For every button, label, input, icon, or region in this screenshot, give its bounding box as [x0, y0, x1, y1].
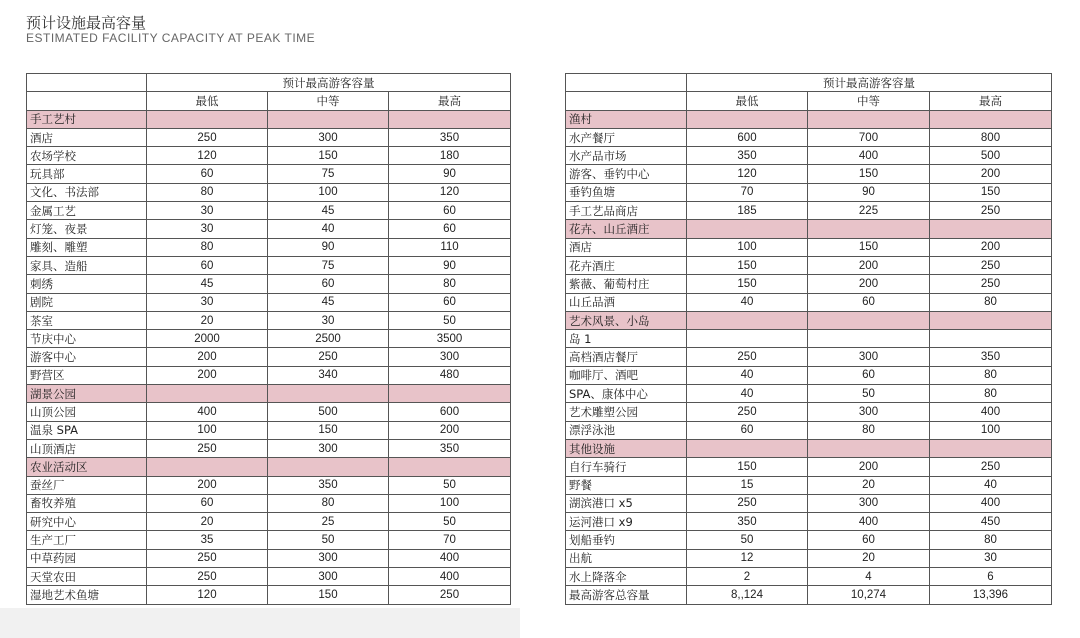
empty-cell — [147, 385, 268, 403]
facility-name: 酒店 — [566, 238, 687, 256]
capacity-value: 30 — [147, 202, 268, 220]
capacity-value: 350 — [930, 348, 1052, 366]
facility-name: 中草药园 — [27, 549, 147, 567]
facility-name: 金属工艺 — [27, 202, 147, 220]
capacity-value: 200 — [147, 348, 268, 366]
page-edge-shade — [0, 608, 520, 638]
category-label: 渔村 — [566, 110, 687, 128]
capacity-value: 200 — [147, 366, 268, 384]
table-row — [27, 311, 511, 329]
facility-name: 水上降落伞 — [566, 568, 687, 586]
table-row — [566, 128, 1052, 146]
capacity-value: 13,396 — [930, 586, 1052, 604]
capacity-value: 60 — [808, 293, 930, 311]
facility-name: 最高游客总容量 — [566, 586, 687, 604]
empty-cell — [389, 385, 511, 403]
capacity-value: 60 — [389, 202, 511, 220]
capacity-value: 300 — [808, 494, 930, 512]
capacity-value: 50 — [389, 513, 511, 531]
empty-cell — [268, 458, 389, 476]
category-label: 艺术风景、小岛 — [566, 311, 687, 329]
capacity-value: 200 — [808, 458, 930, 476]
table-row — [27, 256, 511, 274]
category-row — [566, 311, 1052, 329]
facility-name: 研究中心 — [27, 513, 147, 531]
table-row — [27, 202, 511, 220]
capacity-value: 400 — [808, 147, 930, 165]
facility-name: 山顶酒店 — [27, 439, 147, 457]
category-label: 湖景公园 — [27, 385, 147, 403]
table-row — [566, 403, 1052, 421]
column-header: 中等 — [268, 92, 389, 110]
empty-cell — [268, 385, 389, 403]
capacity-value: 30 — [147, 220, 268, 238]
table-row — [566, 165, 1052, 183]
capacity-value: 150 — [268, 147, 389, 165]
capacity-value: 15 — [687, 476, 808, 494]
capacity-value: 10,274 — [808, 586, 930, 604]
capacity-value: 80 — [930, 531, 1052, 549]
empty-cell — [147, 458, 268, 476]
capacity-value: 800 — [930, 128, 1052, 146]
facility-name: 文化、书法部 — [27, 183, 147, 201]
capacity-value: 200 — [147, 476, 268, 494]
capacity-value: 200 — [930, 238, 1052, 256]
table-row — [566, 238, 1052, 256]
capacity-value: 40 — [687, 385, 808, 403]
capacity-value: 120 — [687, 165, 808, 183]
category-label: 农业活动区 — [27, 458, 147, 476]
capacity-value: 250 — [687, 403, 808, 421]
capacity-value: 350 — [687, 147, 808, 165]
empty-cell — [687, 110, 808, 128]
capacity-value: 30 — [268, 311, 389, 329]
facility-name: 酒店 — [27, 128, 147, 146]
empty-cell — [930, 110, 1052, 128]
capacity-value — [687, 330, 808, 348]
category-row — [27, 458, 511, 476]
facility-name: 山丘品酒 — [566, 293, 687, 311]
table-row — [566, 513, 1052, 531]
capacity-value: 400 — [389, 568, 511, 586]
capacity-value: 70 — [389, 531, 511, 549]
table-row — [27, 330, 511, 348]
group-header-row — [27, 74, 511, 92]
category-label: 其他设施 — [566, 439, 687, 457]
facility-name: 垂钓鱼塘 — [566, 183, 687, 201]
group-header: 预计最高游客容量 — [147, 74, 511, 92]
capacity-value: 150 — [808, 165, 930, 183]
capacity-value: 150 — [687, 256, 808, 274]
capacity-value: 20 — [808, 549, 930, 567]
facility-name: 水产品市场 — [566, 147, 687, 165]
capacity-value: 200 — [930, 165, 1052, 183]
capacity-value: 20 — [147, 513, 268, 531]
facility-name: 咖啡厅、酒吧 — [566, 366, 687, 384]
capacity-value: 100 — [687, 238, 808, 256]
capacity-value: 250 — [930, 275, 1052, 293]
facility-name: 温泉 SPA — [27, 421, 147, 439]
capacity-value: 60 — [147, 165, 268, 183]
facility-name: 灯笼、夜景 — [27, 220, 147, 238]
capacity-value: 80 — [808, 421, 930, 439]
capacity-value: 200 — [808, 256, 930, 274]
capacity-value: 600 — [389, 403, 511, 421]
capacity-value: 150 — [687, 275, 808, 293]
table-row — [566, 348, 1052, 366]
table-row — [566, 458, 1052, 476]
facility-name: 湖滨港口 x5 — [566, 494, 687, 512]
capacity-value: 150 — [687, 458, 808, 476]
table-row — [27, 366, 511, 384]
capacity-value: 110 — [389, 238, 511, 256]
capacity-value: 120 — [147, 586, 268, 604]
empty-cell — [147, 110, 268, 128]
capacity-value: 500 — [930, 147, 1052, 165]
capacity-value: 3500 — [389, 330, 511, 348]
capacity-value: 30 — [930, 549, 1052, 567]
capacity-value: 350 — [687, 513, 808, 531]
category-row — [27, 385, 511, 403]
facility-name: 农场学校 — [27, 147, 147, 165]
table-row — [566, 366, 1052, 384]
corner-cell — [27, 92, 147, 110]
capacity-value: 90 — [268, 238, 389, 256]
capacity-value: 45 — [147, 275, 268, 293]
empty-cell — [808, 110, 930, 128]
capacity-value: 20 — [808, 476, 930, 494]
facility-name: 自行车骑行 — [566, 458, 687, 476]
capacity-value: 400 — [389, 549, 511, 567]
facility-name: 湿地艺术鱼塘 — [27, 586, 147, 604]
empty-cell — [389, 110, 511, 128]
capacity-value: 600 — [687, 128, 808, 146]
table-row — [27, 439, 511, 457]
capacity-value: 60 — [268, 275, 389, 293]
table-row — [566, 183, 1052, 201]
column-header-row — [566, 92, 1052, 110]
capacity-value: 50 — [268, 531, 389, 549]
table-row — [27, 128, 511, 146]
facility-name: 水产餐厅 — [566, 128, 687, 146]
facility-name: 茶室 — [27, 311, 147, 329]
empty-cell — [687, 220, 808, 238]
table-row — [566, 421, 1052, 439]
capacity-value — [808, 330, 930, 348]
facility-name: 高档酒店餐厅 — [566, 348, 687, 366]
capacity-value: 400 — [930, 403, 1052, 421]
table-row — [27, 531, 511, 549]
facility-name: 野营区 — [27, 366, 147, 384]
table-row — [27, 513, 511, 531]
capacity-value: 400 — [930, 494, 1052, 512]
capacity-value: 180 — [389, 147, 511, 165]
table-row — [566, 494, 1052, 512]
capacity-value: 40 — [687, 293, 808, 311]
table-row — [566, 385, 1052, 403]
capacity-value: 50 — [389, 311, 511, 329]
facility-name: 划船垂钓 — [566, 531, 687, 549]
capacity-value: 80 — [268, 494, 389, 512]
column-header: 最高 — [389, 92, 511, 110]
capacity-value: 250 — [930, 256, 1052, 274]
facility-name: 手工艺品商店 — [566, 202, 687, 220]
category-row — [566, 220, 1052, 238]
capacity-value: 250 — [147, 568, 268, 586]
capacity-value: 90 — [808, 183, 930, 201]
facility-name: 畜牧养殖 — [27, 494, 147, 512]
facility-name: SPA、康体中心 — [566, 385, 687, 403]
empty-cell — [930, 439, 1052, 457]
table-row — [27, 220, 511, 238]
empty-cell — [930, 220, 1052, 238]
capacity-value: 350 — [268, 476, 389, 494]
capacity-value: 80 — [147, 183, 268, 201]
table-row — [27, 165, 511, 183]
table-row — [27, 183, 511, 201]
capacity-value: 400 — [808, 513, 930, 531]
capacity-value: 45 — [268, 293, 389, 311]
table-row — [27, 293, 511, 311]
column-header-row — [27, 92, 511, 110]
facility-name: 花卉酒庄 — [566, 256, 687, 274]
capacity-value: 2 — [687, 568, 808, 586]
facility-name: 剧院 — [27, 293, 147, 311]
capacity-value: 250 — [147, 439, 268, 457]
capacity-value: 150 — [930, 183, 1052, 201]
corner-cell — [566, 74, 687, 92]
capacity-value: 100 — [268, 183, 389, 201]
table-row — [566, 586, 1052, 604]
capacity-value: 90 — [389, 256, 511, 274]
facility-name: 野餐 — [566, 476, 687, 494]
table-row — [566, 330, 1052, 348]
facility-name: 家具、造船 — [27, 256, 147, 274]
table-row — [566, 256, 1052, 274]
page-title: 预计设施最高容量 — [26, 14, 147, 32]
empty-cell — [268, 110, 389, 128]
page-subtitle: ESTIMATED FACILITY CAPACITY AT PEAK TIME — [26, 31, 316, 45]
capacity-value: 40 — [930, 476, 1052, 494]
facility-name: 艺术雕塑公园 — [566, 403, 687, 421]
capacity-value: 300 — [808, 348, 930, 366]
facility-name: 天堂农田 — [27, 568, 147, 586]
column-header: 最低 — [147, 92, 268, 110]
table-row — [27, 549, 511, 567]
capacity-value: 60 — [147, 256, 268, 274]
corner-cell — [566, 92, 687, 110]
category-row — [27, 110, 511, 128]
capacity-value: 150 — [268, 586, 389, 604]
capacity-value: 2000 — [147, 330, 268, 348]
table-row — [27, 403, 511, 421]
empty-cell — [808, 220, 930, 238]
capacity-value: 70 — [687, 183, 808, 201]
table-row — [27, 275, 511, 293]
capacity-value: 50 — [808, 385, 930, 403]
capacity-value: 120 — [389, 183, 511, 201]
capacity-value: 75 — [268, 165, 389, 183]
group-header-row — [566, 74, 1052, 92]
capacity-value: 300 — [268, 439, 389, 457]
table-row — [566, 293, 1052, 311]
facility-name: 紫薇、葡萄村庄 — [566, 275, 687, 293]
capacity-value: 150 — [268, 421, 389, 439]
table-row — [566, 275, 1052, 293]
capacity-value: 50 — [687, 531, 808, 549]
capacity-value: 80 — [930, 293, 1052, 311]
capacity-value: 300 — [389, 348, 511, 366]
capacity-value: 350 — [389, 439, 511, 457]
capacity-value: 60 — [389, 220, 511, 238]
table-row — [566, 531, 1052, 549]
category-label: 手工艺村 — [27, 110, 147, 128]
table-row — [566, 476, 1052, 494]
capacity-value: 60 — [147, 494, 268, 512]
facility-name: 游客中心 — [27, 348, 147, 366]
capacity-value: 12 — [687, 549, 808, 567]
capacity-value: 700 — [808, 128, 930, 146]
capacity-value: 25 — [268, 513, 389, 531]
capacity-value: 400 — [147, 403, 268, 421]
facility-name: 生产工厂 — [27, 531, 147, 549]
facility-name: 岛 1 — [566, 330, 687, 348]
capacity-value: 120 — [147, 147, 268, 165]
table-row — [27, 421, 511, 439]
table-row — [27, 147, 511, 165]
table-row — [566, 549, 1052, 567]
capacity-value: 80 — [930, 385, 1052, 403]
capacity-value: 2500 — [268, 330, 389, 348]
capacity-value: 80 — [147, 238, 268, 256]
capacity-value: 35 — [147, 531, 268, 549]
capacity-value: 50 — [389, 476, 511, 494]
capacity-value: 200 — [808, 275, 930, 293]
capacity-value: 100 — [147, 421, 268, 439]
table-row — [27, 238, 511, 256]
capacity-value — [930, 330, 1052, 348]
category-row — [566, 110, 1052, 128]
table-row — [566, 147, 1052, 165]
capacity-value: 6 — [930, 568, 1052, 586]
capacity-value: 300 — [808, 403, 930, 421]
facility-name: 山顶公园 — [27, 403, 147, 421]
capacity-value: 250 — [930, 458, 1052, 476]
empty-cell — [389, 458, 511, 476]
capacity-value: 300 — [268, 568, 389, 586]
capacity-value: 250 — [687, 494, 808, 512]
table-row — [566, 568, 1052, 586]
capacity-value: 500 — [268, 403, 389, 421]
capacity-value: 200 — [389, 421, 511, 439]
capacity-value: 80 — [930, 366, 1052, 384]
left-capacity-table — [26, 73, 511, 605]
facility-name: 漂浮泳池 — [566, 421, 687, 439]
empty-cell — [687, 311, 808, 329]
capacity-value: 185 — [687, 202, 808, 220]
capacity-value: 250 — [147, 128, 268, 146]
column-header: 中等 — [808, 92, 930, 110]
capacity-value: 75 — [268, 256, 389, 274]
empty-cell — [808, 311, 930, 329]
category-row — [566, 439, 1052, 457]
right-capacity-table — [565, 73, 1052, 605]
empty-cell — [687, 439, 808, 457]
empty-cell — [808, 439, 930, 457]
capacity-value: 60 — [808, 531, 930, 549]
category-label: 花卉、山丘酒庄 — [566, 220, 687, 238]
facility-name: 雕刻、雕塑 — [27, 238, 147, 256]
facility-name: 玩具部 — [27, 165, 147, 183]
table-row — [27, 568, 511, 586]
capacity-value: 60 — [687, 421, 808, 439]
facility-name: 运河港口 x9 — [566, 513, 687, 531]
capacity-value: 40 — [268, 220, 389, 238]
capacity-value: 250 — [930, 202, 1052, 220]
capacity-value: 225 — [808, 202, 930, 220]
capacity-value: 300 — [268, 549, 389, 567]
capacity-value: 250 — [147, 549, 268, 567]
capacity-value: 250 — [687, 348, 808, 366]
capacity-value: 90 — [389, 165, 511, 183]
facility-name: 节庆中心 — [27, 330, 147, 348]
column-header: 最高 — [930, 92, 1052, 110]
capacity-value: 20 — [147, 311, 268, 329]
table-row — [27, 586, 511, 604]
empty-cell — [930, 311, 1052, 329]
group-header: 预计最高游客容量 — [687, 74, 1052, 92]
corner-cell — [27, 74, 147, 92]
capacity-value: 40 — [687, 366, 808, 384]
capacity-value: 4 — [808, 568, 930, 586]
column-header: 最低 — [687, 92, 808, 110]
capacity-value: 45 — [268, 202, 389, 220]
capacity-value: 340 — [268, 366, 389, 384]
table-row — [27, 348, 511, 366]
table-row — [27, 494, 511, 512]
capacity-value: 250 — [389, 586, 511, 604]
capacity-value: 60 — [389, 293, 511, 311]
facility-name: 游客、垂钓中心 — [566, 165, 687, 183]
facility-name: 刺绣 — [27, 275, 147, 293]
capacity-value: 8,,124 — [687, 586, 808, 604]
capacity-value: 150 — [808, 238, 930, 256]
capacity-value: 450 — [930, 513, 1052, 531]
capacity-value: 350 — [389, 128, 511, 146]
facility-name: 蚕丝厂 — [27, 476, 147, 494]
capacity-value: 480 — [389, 366, 511, 384]
capacity-value: 80 — [389, 275, 511, 293]
capacity-value: 30 — [147, 293, 268, 311]
capacity-value: 60 — [808, 366, 930, 384]
capacity-value: 100 — [930, 421, 1052, 439]
table-row — [27, 476, 511, 494]
table-row — [566, 202, 1052, 220]
capacity-value: 300 — [268, 128, 389, 146]
facility-name: 出航 — [566, 549, 687, 567]
capacity-value: 100 — [389, 494, 511, 512]
capacity-value: 250 — [268, 348, 389, 366]
